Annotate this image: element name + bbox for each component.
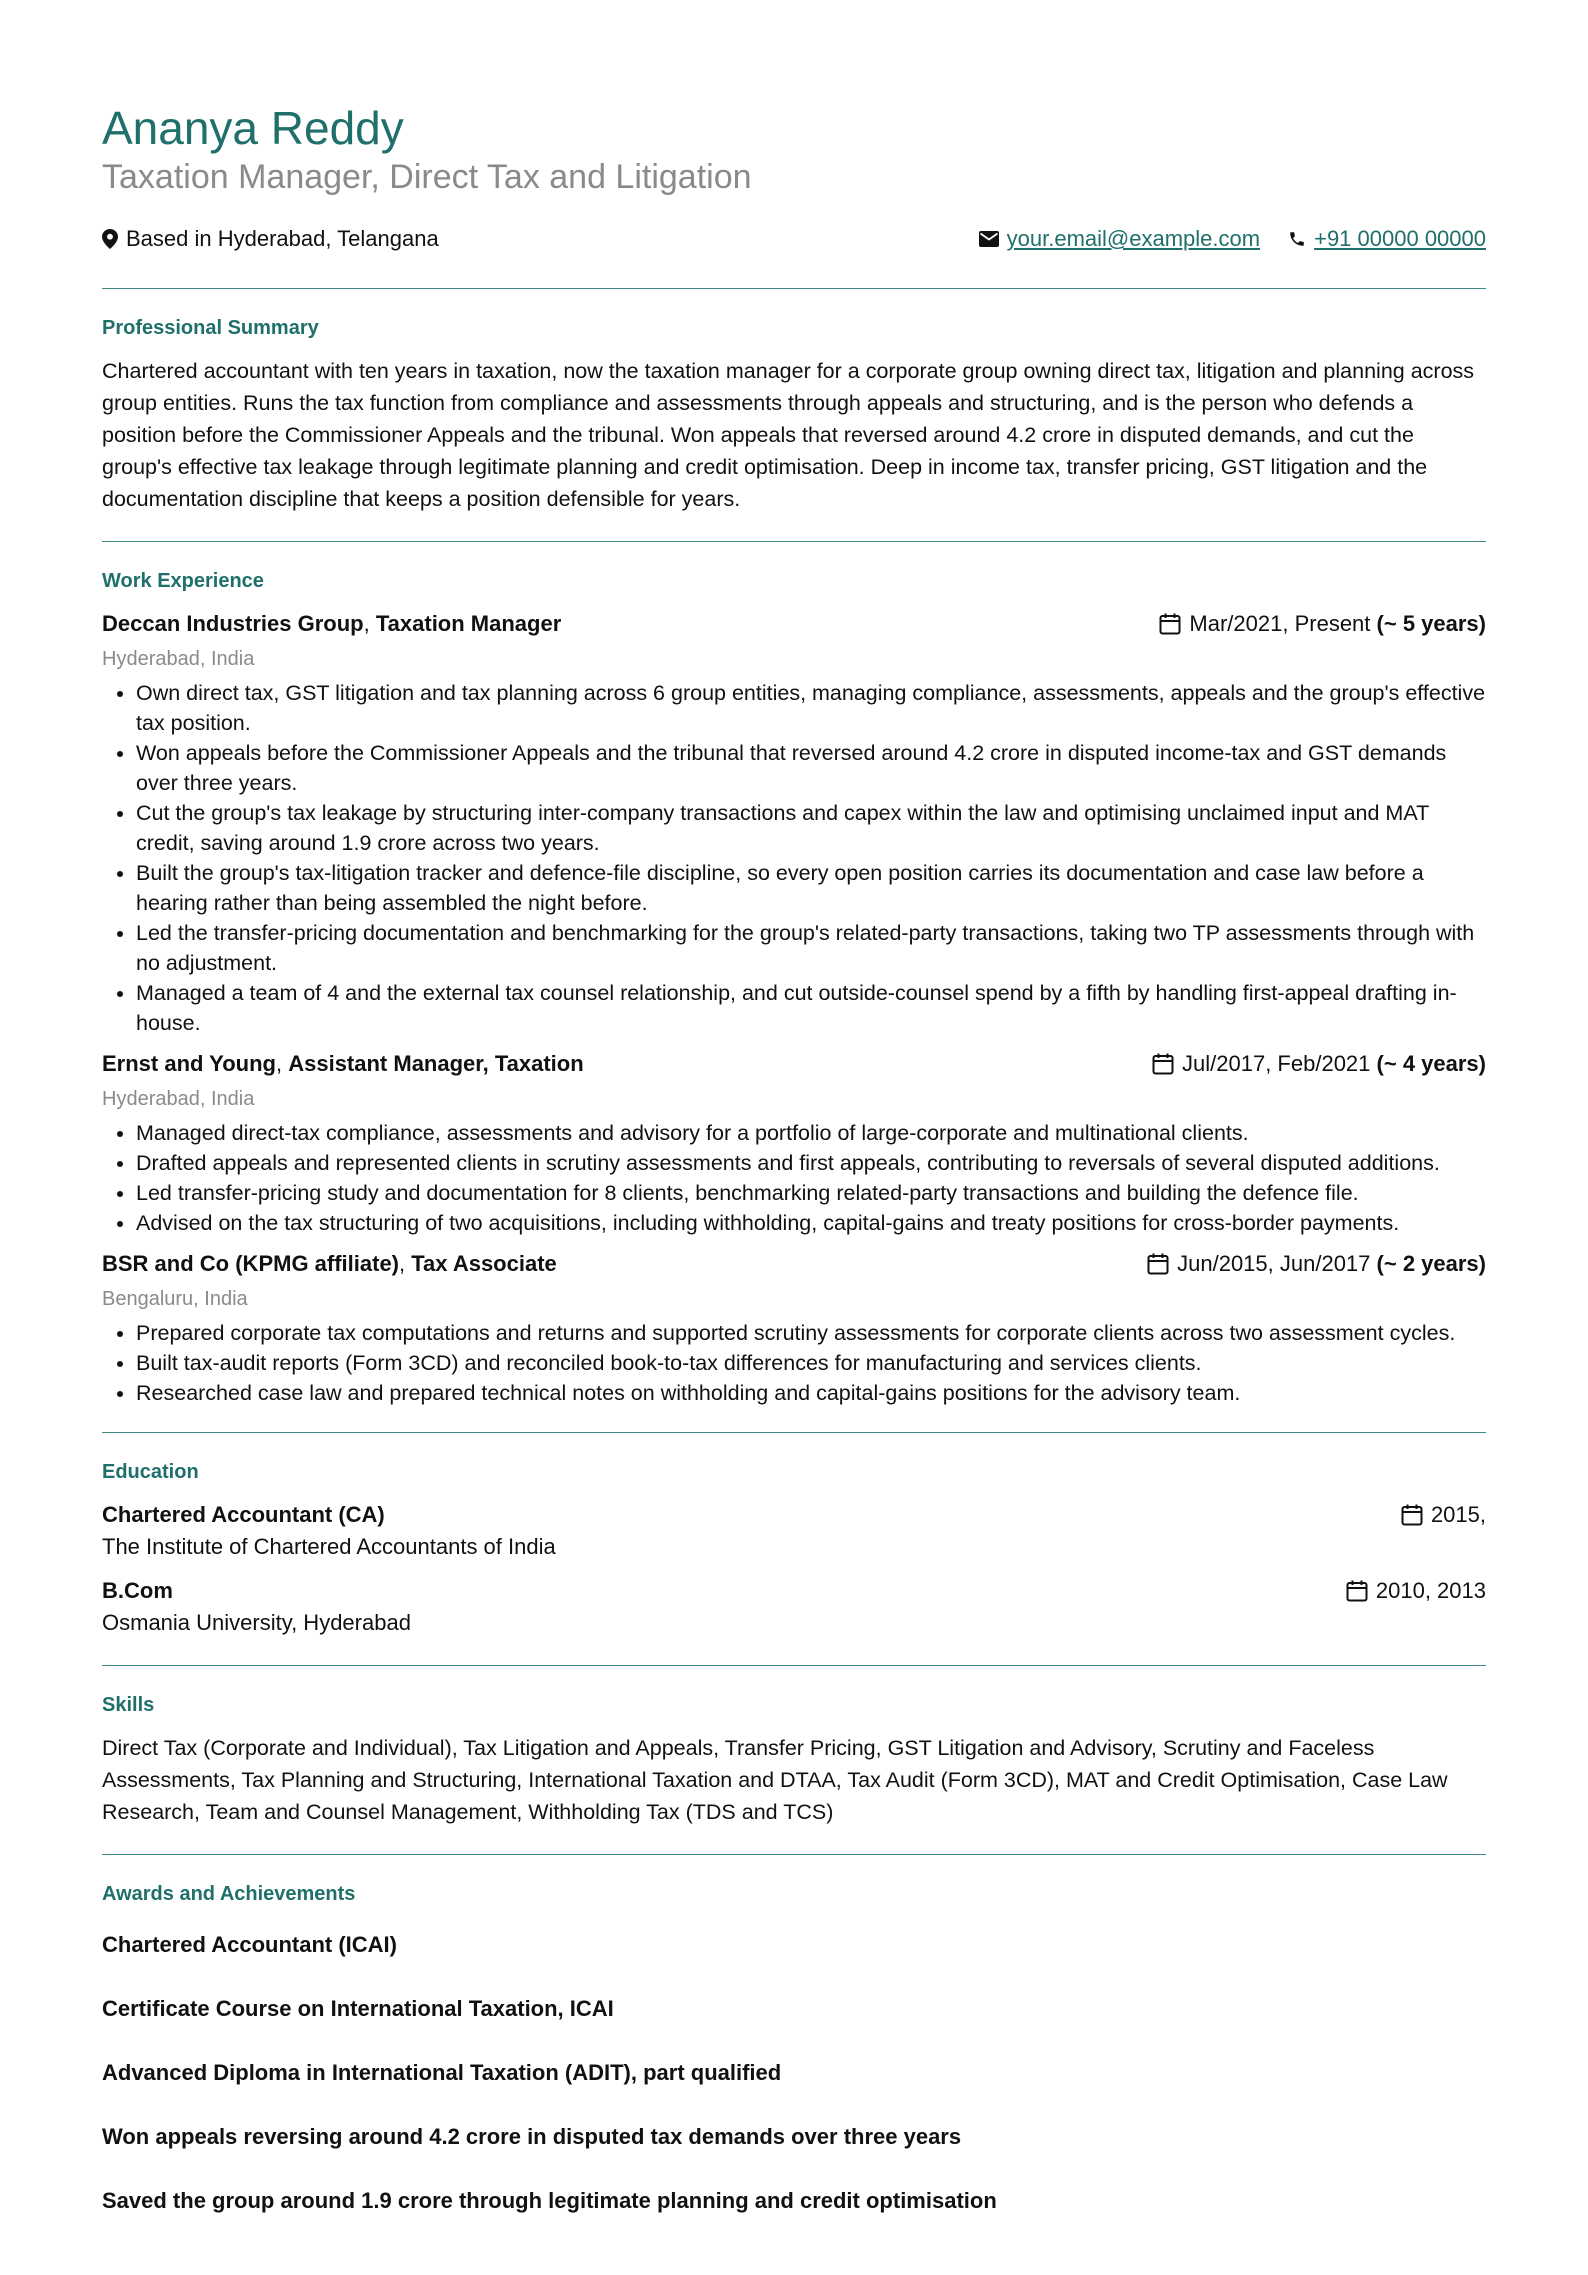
job-company: Ernst and Young <box>102 1051 276 1076</box>
job-entry <box>102 1048 1486 1238</box>
education-degree: Chartered Accountant (CA) <box>102 1502 385 1527</box>
job-title: BSR and Co (KPMG affiliate), Tax Associate <box>102 1251 557 1276</box>
job-entry <box>102 608 1486 1038</box>
job-dates <box>1159 608 1486 640</box>
phone-link[interactable]: +91 00000 00000 <box>1314 226 1486 251</box>
phone-icon <box>1288 230 1306 248</box>
job-date-range: Mar/2021, Present <box>1189 611 1371 636</box>
education-section <box>102 1433 1486 1665</box>
job-bullet: • Built tax-audit reports (Form 3CD) and reconciled book-to-tax differences for manufacturing and services clients. <box>136 1348 1486 1378</box>
job-bullet: • Built the group's tax-litigation tracker and defence-file discipline, so every open position carries its documentation and case law before a hearing rather than being assembled the night before. <box>136 858 1486 918</box>
job-bullet: • Researched case law and prepared technical notes on withholding and capital-gains positions for the advisory team. <box>136 1378 1486 1408</box>
calendar-icon <box>1159 613 1181 635</box>
job-header <box>102 1048 1486 1080</box>
job-date-range: Jul/2017, Feb/2021 <box>1182 1051 1371 1076</box>
skills-section <box>102 1666 1486 1854</box>
envelope-icon <box>979 231 999 247</box>
job-position: Tax Associate <box>411 1251 557 1276</box>
job-location: Hyderabad, India <box>102 648 255 670</box>
contact-row <box>102 224 1486 254</box>
education-institution: Osmania University, Hyderabad <box>102 1610 411 1635</box>
education-dates <box>1346 1575 1486 1607</box>
job-company: BSR and Co (KPMG affiliate) <box>102 1251 400 1276</box>
job-bullet: • Drafted appeals and represented clients in scrutiny assessments and first appeals, contributing to reversals of several disputed additions. <box>136 1148 1486 1178</box>
job-bullets <box>102 1318 1486 1408</box>
job-bullet: • Led the transfer-pricing documentation and benchmarking for the group's related-party transactions, taking two TP assessments through with no adjustment. <box>136 918 1486 978</box>
job-bullets <box>102 678 1486 1038</box>
awards-section <box>102 1855 1486 2275</box>
job-date-range: Jun/2015, Jun/2017 <box>1177 1251 1371 1276</box>
education-entry <box>102 1575 1486 1639</box>
calendar-icon <box>1401 1504 1423 1526</box>
calendar-icon <box>1346 1580 1368 1602</box>
award-item: Chartered Accountant (ICAI) <box>102 1932 397 1957</box>
education-header <box>102 1499 1486 1531</box>
candidate-name: Ananya Reddy <box>102 102 404 154</box>
summary-section <box>102 289 1486 541</box>
calendar-icon <box>1152 1053 1174 1075</box>
job-bullet: • Own direct tax, GST litigation and tax planning across 6 group entities, managing compliance, assessments, appeals and the group's effective tax position. <box>136 678 1486 738</box>
contact-location <box>102 226 439 252</box>
job-position: Assistant Manager, Taxation <box>288 1051 584 1076</box>
education-entry <box>102 1499 1486 1563</box>
job-company: Deccan Industries Group <box>102 611 364 636</box>
job-dates <box>1152 1048 1486 1080</box>
job-bullet: • Won appeals before the Commissioner Appeals and the tribunal that reversed around 4.2 crore in disputed income-tax and GST demands over three years. <box>136 738 1486 798</box>
education-degree: B.Com <box>102 1578 173 1603</box>
job-bullet: • Advised on the tax structuring of two acquisitions, including withholding, capital-gains and treaty positions for cross-border payments. <box>136 1208 1486 1238</box>
job-title: Ernst and Young, Assistant Manager, Taxation <box>102 1051 584 1076</box>
summary-title: Professional Summary <box>102 317 319 339</box>
awards-title: Awards and Achievements <box>102 1883 356 1905</box>
job-location: Bengaluru, India <box>102 1288 248 1310</box>
skills-text: Direct Tax (Corporate and Individual), Tax Litigation and Appeals, Transfer Pricing, GST Litigation and Advisory, Scrutiny and Faceless Assessments, Tax Planning and Structuring, International Taxation and DTAA, Tax Audit (Form 3CD), MAT and Credit Optimisation, Case Law Research, Team and Counsel Management, Withholding Tax (TDS and TCS) <box>102 1736 1448 1824</box>
education-dates <box>1401 1499 1486 1531</box>
contact-email <box>979 226 1260 252</box>
award-item: Won appeals reversing around 4.2 crore in disputed tax demands over three years <box>102 2124 962 2149</box>
job-bullet: • Led transfer-pricing study and documentation for 8 clients, benchmarking related-party transactions and building the defence file. <box>136 1178 1486 1208</box>
job-duration: (~ 2 years) <box>1376 1251 1486 1276</box>
job-header <box>102 608 1486 640</box>
job-duration: (~ 5 years) <box>1376 611 1486 636</box>
job-location: Hyderabad, India <box>102 1088 255 1110</box>
education-date-range: 2010, 2013 <box>1375 1578 1486 1603</box>
contact-phone <box>1288 226 1486 252</box>
job-duration: (~ 4 years) <box>1376 1051 1486 1076</box>
skills-title: Skills <box>102 1694 155 1716</box>
job-bullet: • Cut the group's tax leakage by structuring inter-company transactions and capex within the law and optimising unclaimed input and MAT credit, saving around 1.9 crore across two years. <box>136 798 1486 858</box>
experience-title: Work Experience <box>102 570 264 592</box>
award-item: Advanced Diploma in International Taxation (ADIT), part qualified <box>102 2060 782 2085</box>
education-header <box>102 1575 1486 1607</box>
summary-text: Chartered accountant with ten years in taxation, now the taxation manager for a corporate group owning direct tax, litigation and planning across group entities. Runs the tax function from compliance and assessments through appeals and structuring, and is the person who defends a position before the Commissioner Appeals and the tribunal. Won appeals that reversed around 4.2 crore in disputed demands, and cut the group's effective tax leakage through legitimate planning and credit optimisation. Deep in income tax, transfer pricing, GST litigation and the documentation discipline that keeps a position defensible for years. <box>102 359 1475 511</box>
job-bullets <box>102 1118 1486 1238</box>
calendar-icon <box>1147 1253 1169 1275</box>
job-entry <box>102 1248 1486 1408</box>
award-item: Saved the group around 1.9 crore through legitimate planning and credit optimisation <box>102 2188 997 2213</box>
education-date-range: 2015, <box>1430 1502 1486 1527</box>
experience-section <box>102 542 1486 1432</box>
job-bullet: • Managed a team of 4 and the external tax counsel relationship, and cut outside-counsel spend by a fifth by handling first-appeal drafting in-house. <box>136 978 1486 1038</box>
job-bullet: • Prepared corporate tax computations and returns and supported scrutiny assessments for corporate clients across two assessment cycles. <box>136 1318 1486 1348</box>
map-pin-icon <box>102 229 118 249</box>
education-institution: The Institute of Chartered Accountants of India <box>102 1534 556 1559</box>
job-bullet: • Managed direct-tax compliance, assessments and advisory for a portfolio of large-corporate and multinational clients. <box>136 1118 1486 1148</box>
contact-links <box>979 226 1486 252</box>
email-link[interactable]: your.email@example.com <box>1006 226 1261 251</box>
award-item: Certificate Course on International Taxation, ICAI <box>102 1996 614 2021</box>
candidate-role: Taxation Manager, Direct Tax and Litigation <box>102 158 752 196</box>
location-text: Based in Hyderabad, Telangana <box>126 226 439 251</box>
education-title: Education <box>102 1461 199 1483</box>
job-title: Deccan Industries Group, Taxation Manager <box>102 611 562 636</box>
job-dates <box>1147 1248 1486 1280</box>
job-header <box>102 1248 1486 1280</box>
job-position: Taxation Manager <box>375 611 562 636</box>
resume-header <box>102 0 1486 254</box>
